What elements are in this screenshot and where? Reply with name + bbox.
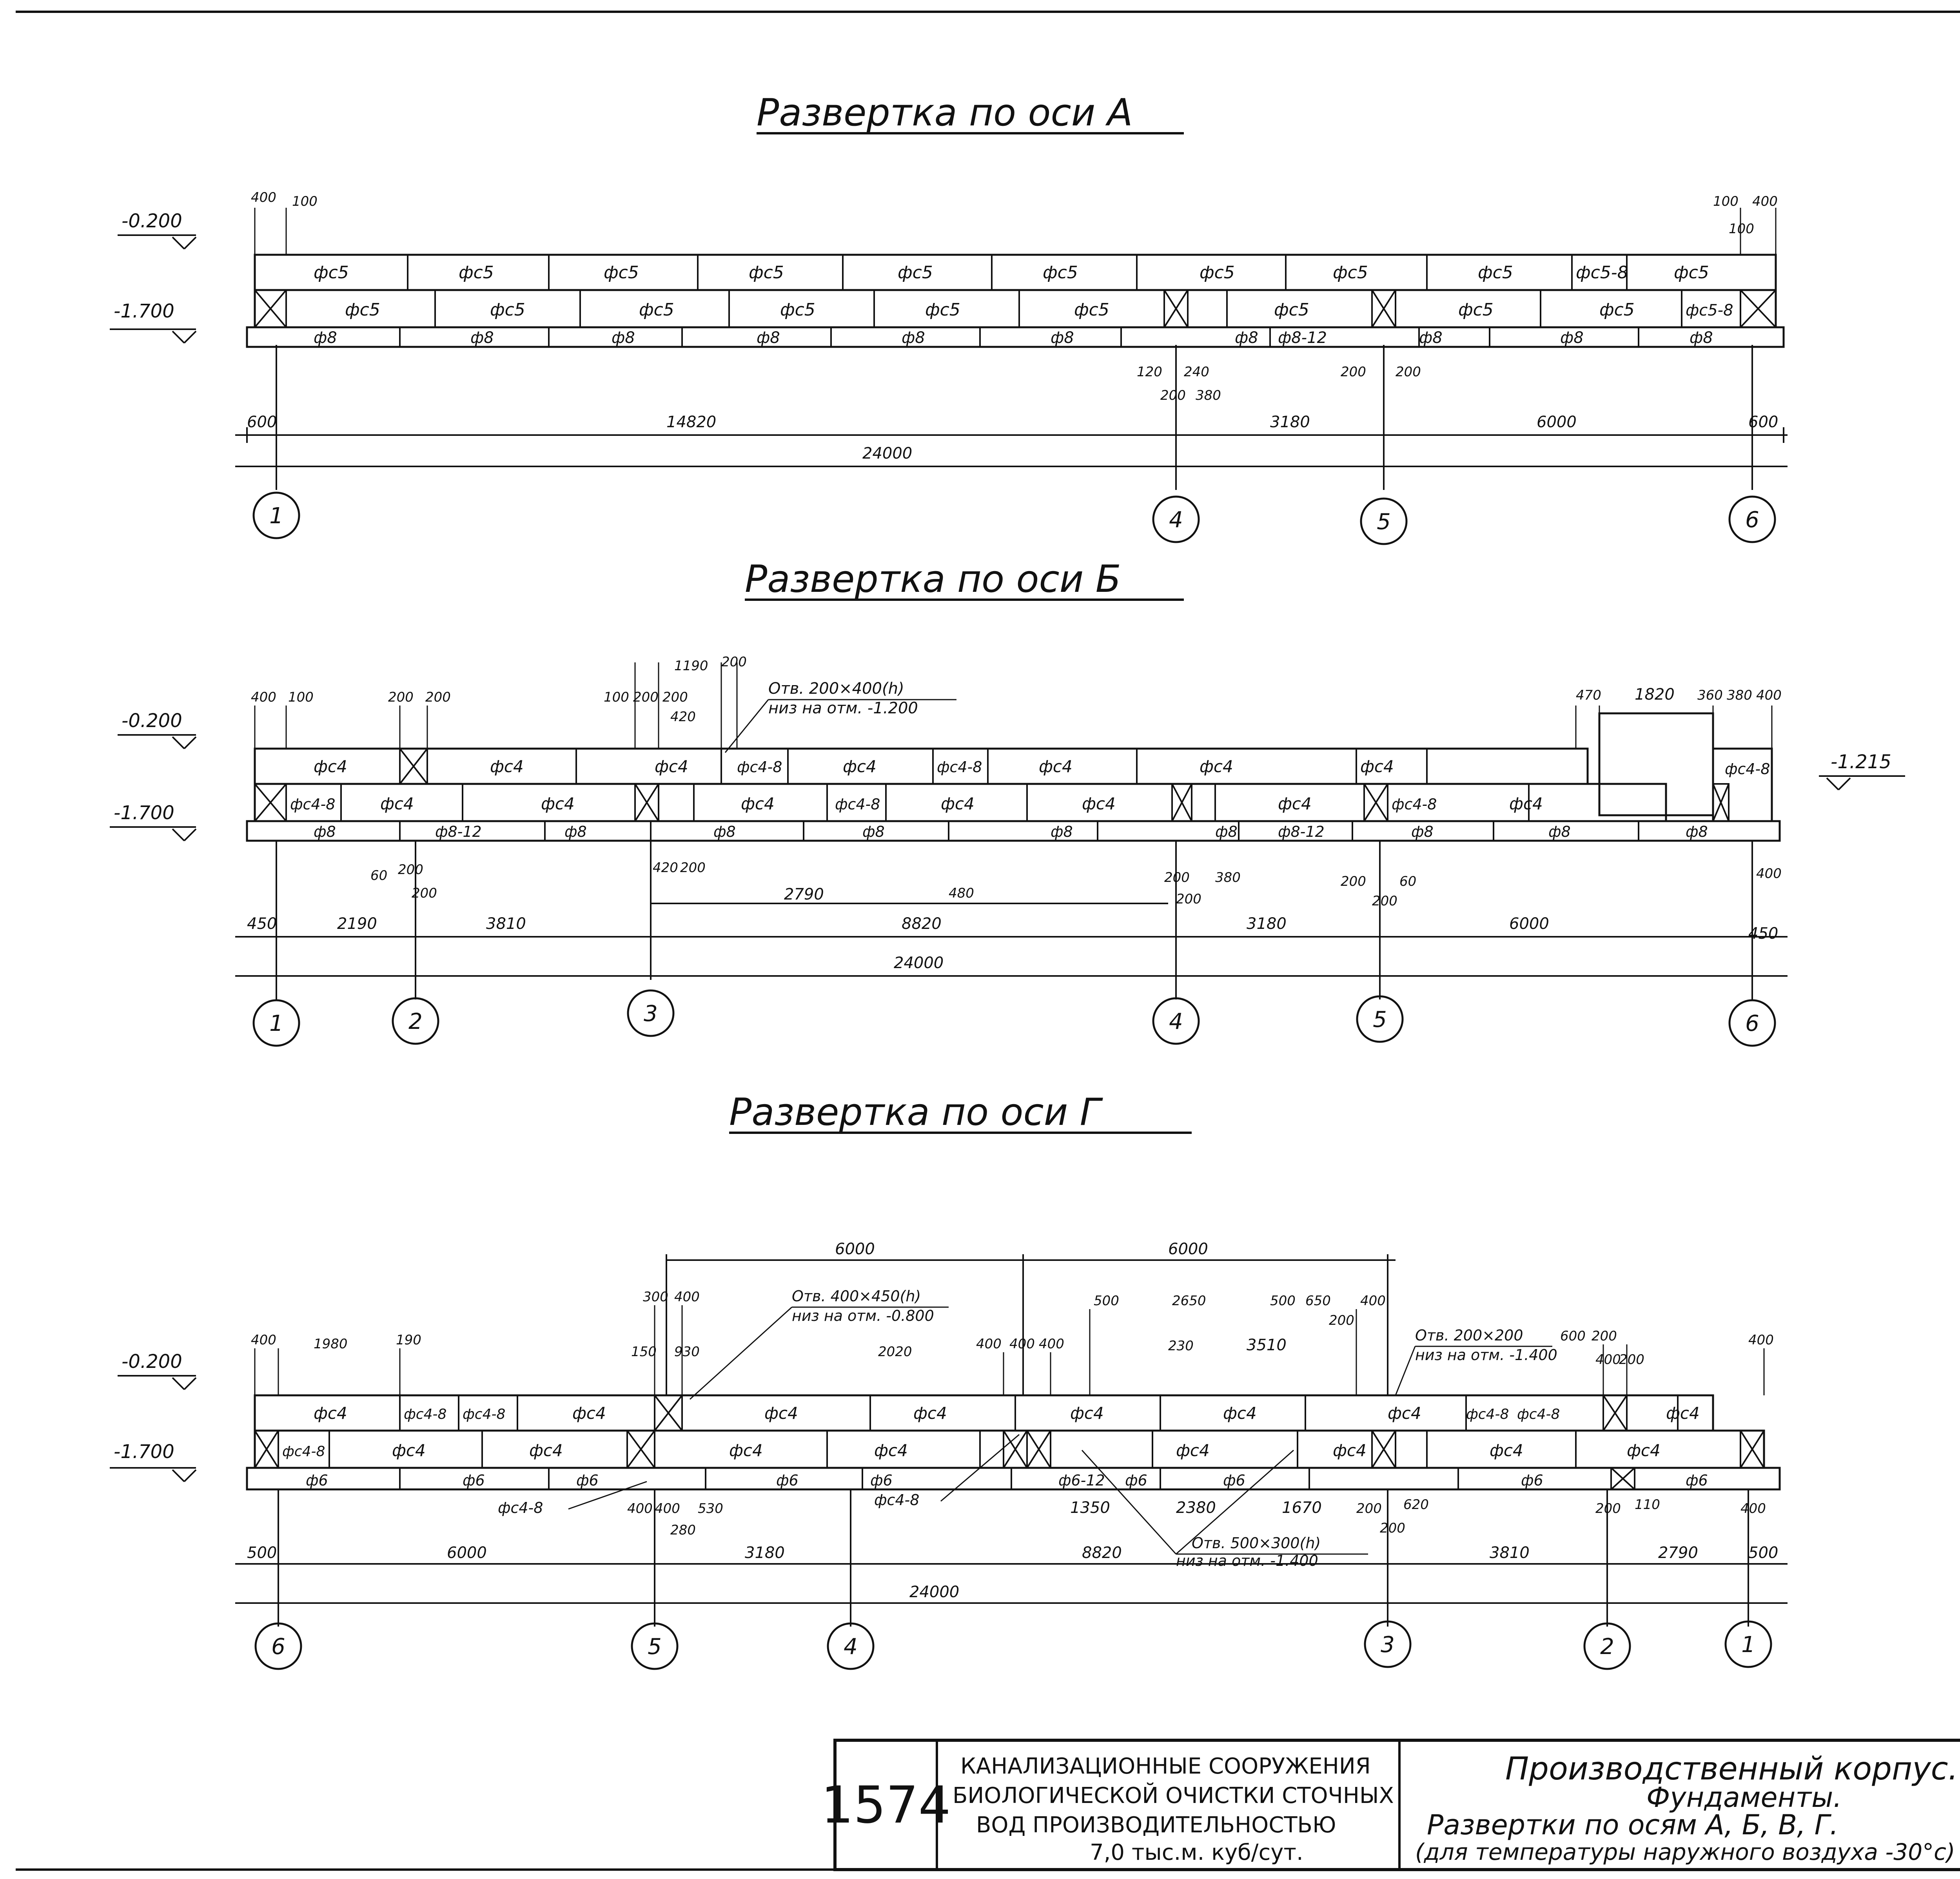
pad-label: ф8 xyxy=(1051,329,1074,347)
pad-label: ф6 xyxy=(576,1472,599,1489)
dim: 200 xyxy=(1372,893,1397,909)
org-line: КАНАЛИЗАЦИОННЫЕ СООРУЖЕНИЯ xyxy=(960,1754,1371,1779)
dim: 3180 xyxy=(1247,915,1287,933)
axis-label: 6 xyxy=(271,1634,285,1660)
dim: 600 xyxy=(247,413,277,431)
pad-label: ф8 xyxy=(757,329,780,347)
dim: 500 xyxy=(1094,1293,1119,1309)
dim: 620 xyxy=(1403,1497,1429,1513)
dim: 360 xyxy=(1697,687,1723,703)
axis-label: 1 xyxy=(1741,1632,1755,1658)
block-label: фс5 xyxy=(780,300,815,320)
axis-label: 5 xyxy=(1373,1007,1387,1032)
axis-label: 2 xyxy=(408,1009,423,1034)
block-label: фс5 xyxy=(1043,263,1078,283)
dim: 600 xyxy=(1748,413,1779,431)
pad-label: ф6-12 xyxy=(1058,1472,1105,1489)
dim: 450 xyxy=(247,915,277,933)
block-label: фс5 xyxy=(1074,300,1109,320)
dim: 100 xyxy=(1729,221,1754,237)
dim: 1190 xyxy=(674,658,708,674)
block-label: фс4 xyxy=(1278,794,1312,813)
callout-line: низ на отм. -1.200 xyxy=(768,699,918,717)
title-block-code: 1574 xyxy=(821,1775,951,1835)
view-b-level-bottom: -1.700 xyxy=(114,802,174,824)
dim: 400 xyxy=(251,689,276,705)
pad-label: ф8 xyxy=(314,329,337,347)
view-g-level-top: -0.200 xyxy=(122,1351,182,1373)
dim: 2380 xyxy=(1176,1499,1216,1517)
dim: 400 xyxy=(674,1289,700,1305)
dim: 200 xyxy=(1380,1520,1405,1536)
block-label: фс4 xyxy=(1388,1404,1421,1423)
block-label: фс4 xyxy=(764,1404,798,1423)
dim: 200 xyxy=(721,654,747,670)
pad-label: ф6 xyxy=(1521,1472,1543,1489)
axis-label: 4 xyxy=(1169,1009,1183,1034)
callout-line: низ на отм. -1.400 xyxy=(1176,1552,1318,1569)
dim: 200 xyxy=(662,689,688,705)
dim: 6000 xyxy=(447,1544,487,1562)
desc-line: (для температуры наружного воздуха -30°с) xyxy=(1415,1839,1955,1865)
block-label: фс5 xyxy=(1274,300,1309,320)
dim: 240 xyxy=(1184,364,1209,380)
axis-label: 2 xyxy=(1600,1634,1614,1660)
block-label: фс4-8 xyxy=(1517,1406,1560,1422)
pad-label: ф6 xyxy=(1125,1472,1147,1489)
dim: 400 xyxy=(1752,194,1778,209)
axis-label: 1 xyxy=(269,503,283,529)
dim: 200 xyxy=(1356,1501,1382,1516)
dim: 3810 xyxy=(486,915,526,933)
dim: 2020 xyxy=(878,1344,912,1360)
pad-label: ф6 xyxy=(1223,1472,1245,1489)
dim: 190 xyxy=(396,1332,421,1348)
block-label: фс5 xyxy=(490,300,525,320)
block-label: фс4-8 xyxy=(1725,760,1770,778)
block-label: фс4 xyxy=(392,1441,426,1460)
dim: 200 xyxy=(1341,874,1366,889)
block-label: фс4-8 xyxy=(282,1444,325,1460)
pad-label: ф8-12 xyxy=(1278,823,1325,840)
dim: 200 xyxy=(1176,891,1201,907)
dim: 60 xyxy=(370,868,388,883)
dim: 400 xyxy=(1748,1332,1774,1348)
org-line: БИОЛОГИЧЕСКОЙ ОЧИСТКИ СТОЧНЫХ xyxy=(953,1783,1394,1808)
org-line: 7,0 тыс.м. куб/сут. xyxy=(1090,1840,1303,1865)
pad-label: ф8-12 xyxy=(1278,329,1327,347)
title-block xyxy=(821,1740,1960,1870)
view-a-level-top: -0.200 xyxy=(122,210,182,232)
leader-label: фс4-8 xyxy=(874,1491,920,1509)
view-axis-g xyxy=(110,1091,1788,1669)
pad-label: ф6 xyxy=(306,1472,328,1489)
block-label: фс5 xyxy=(1333,263,1368,283)
pad-label: ф8-12 xyxy=(435,823,482,840)
dim: 200 xyxy=(398,862,423,878)
pad-label: ф8 xyxy=(470,329,494,347)
dim: 400 xyxy=(655,1501,680,1516)
pad-label: ф8 xyxy=(862,823,885,840)
dim: 200 xyxy=(1160,388,1186,403)
block-label: фс5 xyxy=(1478,263,1513,283)
dim: 400 xyxy=(1740,1501,1766,1516)
block-label: фс4 xyxy=(843,757,877,776)
dim: 150 xyxy=(631,1344,657,1360)
axis-label: 5 xyxy=(1377,509,1391,535)
block-label: фс4 xyxy=(1509,794,1543,813)
pad-label: ф8 xyxy=(1235,329,1258,347)
axis-label: 6 xyxy=(1745,507,1759,533)
dim: 500 xyxy=(1270,1293,1296,1309)
block-label: фс4 xyxy=(1200,757,1233,776)
callout-line: Отв. 200×400(h) xyxy=(768,680,904,698)
dim: 530 xyxy=(698,1501,723,1516)
dim: 3180 xyxy=(745,1544,785,1562)
view-axis-b xyxy=(110,558,1905,1046)
dim-total: 24000 xyxy=(894,954,944,972)
dim: 1350 xyxy=(1070,1499,1110,1517)
view-g-callouts xyxy=(690,1288,1557,1569)
block-label: фс4-8 xyxy=(937,758,982,776)
block-label: фс4-8 xyxy=(835,796,880,813)
pad-label: ф8 xyxy=(1215,823,1238,840)
dim: 380 xyxy=(1196,388,1221,403)
dim-total: 24000 xyxy=(909,1583,960,1601)
block-label: фс5 xyxy=(459,263,494,283)
axis-label: 3 xyxy=(1381,1632,1395,1658)
block-label: фс4 xyxy=(1176,1441,1210,1460)
dim: 3810 xyxy=(1490,1544,1530,1562)
dim: 8820 xyxy=(902,915,942,933)
dim: 110 xyxy=(1635,1497,1660,1513)
dim: 2790 xyxy=(784,885,824,903)
dim: 400 xyxy=(1756,687,1782,703)
dim: 200 xyxy=(1595,1501,1621,1516)
axis-label: 3 xyxy=(644,1001,658,1027)
block-label: фс5 xyxy=(639,300,674,320)
block-label: фс5 xyxy=(604,263,639,283)
dim: 100 xyxy=(288,689,314,705)
pad-label: ф6 xyxy=(776,1472,799,1489)
leader-label: фс4-8 xyxy=(498,1499,543,1516)
block-label: фс4 xyxy=(1666,1404,1700,1423)
block-label: фс4 xyxy=(874,1441,908,1460)
dim: 480 xyxy=(949,885,974,901)
dim: 200 xyxy=(1592,1328,1617,1344)
pad-label: ф8 xyxy=(1051,823,1073,840)
dim-total: 24000 xyxy=(862,444,913,462)
dim: 100 xyxy=(1713,194,1739,209)
block-label: фс4 xyxy=(541,794,575,813)
block-label: фс4 xyxy=(655,757,688,776)
block-label: фс4-8 xyxy=(737,758,782,776)
dim: 200 xyxy=(1396,364,1421,380)
dim: 400 xyxy=(251,1332,276,1348)
view-a-level-bottom: -1.700 xyxy=(114,300,174,322)
pad-label: ф8 xyxy=(1419,329,1443,347)
callout-line: Отв. 200×200 xyxy=(1415,1327,1523,1344)
dim: 280 xyxy=(670,1522,696,1538)
dim: 1670 xyxy=(1282,1499,1322,1517)
block-label: фс5 xyxy=(1458,300,1494,320)
callout-line: низ на отм. -0.800 xyxy=(792,1307,934,1324)
view-b-opening-callout xyxy=(725,680,956,753)
desc-line: Развертки по осям А, Б, В, Г. xyxy=(1427,1809,1838,1841)
callout-line: Отв. 500×300(h) xyxy=(1192,1534,1321,1552)
block-label: фс5 xyxy=(1599,300,1635,320)
block-label: фс5-8 xyxy=(1686,301,1733,319)
dim: 230 xyxy=(1168,1338,1194,1354)
dim: 420 xyxy=(653,860,678,876)
dim: 400 xyxy=(1009,1336,1035,1352)
block-label: фс4 xyxy=(741,794,775,813)
dim: 2790 xyxy=(1658,1544,1698,1562)
org-line: ВОД ПРОИЗВОДИТЕЛЬНОСТЬЮ xyxy=(976,1812,1336,1838)
block-label: фс4 xyxy=(314,1404,347,1423)
dim: 450 xyxy=(1748,925,1779,943)
block-label: фс4 xyxy=(1627,1441,1661,1460)
pad-label: ф6 xyxy=(870,1472,893,1489)
block-label: фс5-8 xyxy=(1576,263,1628,283)
dim: 200 xyxy=(633,689,659,705)
dim: 420 xyxy=(670,709,696,725)
block-label: фс5 xyxy=(898,263,933,283)
block-label: фс4 xyxy=(1223,1404,1257,1423)
axis-label: 1 xyxy=(269,1011,283,1036)
dim: 200 xyxy=(412,885,437,901)
block-label: фс5 xyxy=(1674,263,1709,283)
dim: 930 xyxy=(674,1344,700,1360)
view-b-title: Развертка по оси Б xyxy=(745,558,1121,601)
pad-label: ф8 xyxy=(1560,329,1584,347)
block-label: фс4-8 xyxy=(463,1406,506,1422)
dim: 380 xyxy=(1727,687,1752,703)
pad-label: ф6 xyxy=(1686,1472,1708,1489)
block-label: фс4-8 xyxy=(404,1406,447,1422)
desc-line: Производственный корпус. xyxy=(1505,1750,1958,1787)
dim: 60 xyxy=(1399,874,1417,889)
axis-label: 6 xyxy=(1745,1011,1759,1036)
axis-label: 4 xyxy=(844,1634,858,1660)
dim: 120 xyxy=(1137,364,1162,380)
block-label: фс4 xyxy=(1360,757,1394,776)
dim: 100 xyxy=(292,194,318,209)
dim: 380 xyxy=(1215,870,1241,885)
block-label: фс4-8 xyxy=(1466,1406,1509,1422)
block-label: фс4 xyxy=(941,794,975,813)
dim: 2650 xyxy=(1172,1293,1206,1309)
dim: 6000 xyxy=(1168,1240,1208,1258)
dim: 200 xyxy=(1341,364,1366,380)
dim: 200 xyxy=(1164,870,1190,885)
dim: 650 xyxy=(1305,1293,1331,1309)
pad-label: ф8 xyxy=(612,329,635,347)
pad-label: ф8 xyxy=(902,329,925,347)
dim: 400 xyxy=(251,190,276,205)
desc-line: Фундаменты. xyxy=(1646,1781,1842,1814)
view-g-title: Развертка по оси Г xyxy=(729,1091,1101,1134)
dim: 1820 xyxy=(1635,686,1675,704)
block-label: фс4 xyxy=(314,757,347,776)
pad-label: ф8 xyxy=(1690,329,1713,347)
dim: 8820 xyxy=(1082,1544,1122,1562)
dim: 400 xyxy=(1595,1352,1621,1368)
block-label: фс4 xyxy=(529,1441,563,1460)
dim: 500 xyxy=(247,1544,277,1562)
dim: 6000 xyxy=(1537,413,1577,431)
block-label: фс4 xyxy=(380,794,414,813)
dim: 400 xyxy=(1756,866,1782,881)
block-label: фс4 xyxy=(913,1404,947,1423)
block-label: фс5 xyxy=(1200,263,1235,283)
callout-line: низ на отм. -1.400 xyxy=(1415,1346,1557,1364)
view-b-level-top: -0.200 xyxy=(122,710,182,732)
dim: 200 xyxy=(680,860,706,876)
block-label: фс4 xyxy=(729,1441,763,1460)
block-label: фс4 xyxy=(572,1404,606,1423)
block-label: фс4 xyxy=(490,757,524,776)
pad-label: ф8 xyxy=(564,823,587,840)
pad-label: ф8 xyxy=(713,823,736,840)
dim: 2190 xyxy=(337,915,377,933)
dim: 400 xyxy=(1360,1293,1386,1309)
dim: 400 xyxy=(627,1501,653,1516)
dim: 6000 xyxy=(1509,915,1549,933)
block-label: фс5 xyxy=(749,263,784,283)
view-g-level-bottom: -1.700 xyxy=(114,1441,174,1463)
dim: 100 xyxy=(604,689,629,705)
dim: 200 xyxy=(425,689,451,705)
dim: 300 xyxy=(643,1289,668,1305)
dim: 3510 xyxy=(1247,1336,1287,1354)
dim: 200 xyxy=(1329,1313,1354,1328)
pad-label: ф8 xyxy=(314,823,336,840)
dim: 400 xyxy=(1039,1336,1064,1352)
dim: 600 xyxy=(1560,1328,1586,1344)
pad-label: ф8 xyxy=(1548,823,1571,840)
dim: 6000 xyxy=(835,1240,875,1258)
block-label: фс5 xyxy=(925,300,960,320)
block-label: фс5 xyxy=(314,263,349,283)
block-label: фс4 xyxy=(1490,1441,1523,1460)
block-label: фс4 xyxy=(1039,757,1073,776)
pad-label: ф8 xyxy=(1411,823,1434,840)
dim: 200 xyxy=(1619,1352,1644,1368)
block-label: фс5 xyxy=(345,300,380,320)
dim: 500 xyxy=(1748,1544,1779,1562)
block-label: фс4 xyxy=(1070,1404,1104,1423)
block-label: фс4-8 xyxy=(290,796,336,813)
callout-line: Отв. 400×450(h) xyxy=(792,1288,921,1305)
dim: 470 xyxy=(1576,687,1601,703)
block-label: фс4-8 xyxy=(1392,796,1437,813)
block-label: фс4 xyxy=(1333,1441,1367,1460)
dim: 3180 xyxy=(1270,413,1310,431)
view-axis-a xyxy=(110,91,1788,544)
dim: 200 xyxy=(388,689,414,705)
axis-label: 4 xyxy=(1169,507,1183,533)
block-label: фс4 xyxy=(1082,794,1116,813)
pad-label: ф8 xyxy=(1686,823,1708,840)
axis-label: 5 xyxy=(648,1634,662,1660)
pad-label: ф6 xyxy=(463,1472,485,1489)
view-a-title: Развертка по оси А xyxy=(757,91,1133,134)
dim: 1980 xyxy=(314,1336,348,1352)
dim: 400 xyxy=(976,1336,1002,1352)
view-b-level-right: -1.215 xyxy=(1831,751,1891,773)
dim: 14820 xyxy=(666,413,717,431)
